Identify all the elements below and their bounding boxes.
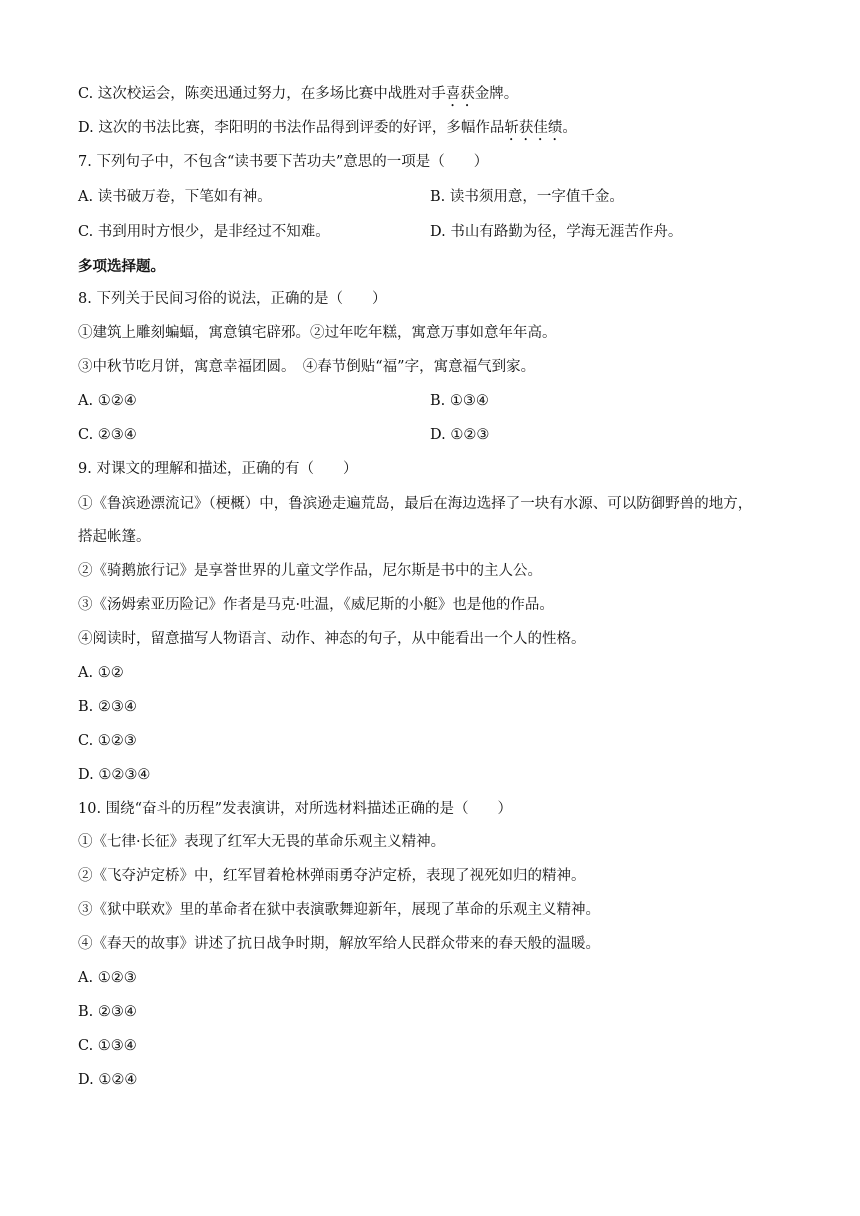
q8-statement-line-1: ①建筑上雕刻蝙蝠，寓意镇宅辟邪。②过年吃年糕，寓意万事如意年年高。: [78, 325, 557, 341]
q6-option-d-end: 。: [562, 120, 577, 136]
q10-option-b: B. ②③④: [78, 1004, 137, 1020]
q9-option-b: B. ②③④: [78, 699, 137, 715]
q6-option-c: [78, 84, 518, 110]
q10-statement-3: ③《狱中联欢》里的革命者在狱中表演歌舞迎新年，展现了革命的乐观主义精神。: [78, 902, 600, 918]
q6-option-d-text: D. 这次的书法比赛，李阳明的书法作品得到评委的好评，多幅作品: [78, 120, 505, 136]
q6-option-d: [78, 118, 577, 144]
q10-statement-1: ①《七律·长征》表现了红军大无畏的革命乐观主义精神。: [78, 834, 446, 850]
q9-option-c: C. ①②③: [78, 733, 137, 749]
q7-option-a: A. 读书破万卷，下笔如有神。: [78, 189, 272, 205]
q10-stem: 10. 围绕“奋斗的历程”发表演讲，对所选材料描述正确的是（ ）: [78, 801, 512, 817]
q9-statement-1-cont: 搭起帐篷。: [78, 529, 151, 545]
q9-stem: 9. 对课文的理解和描述，正确的有（ ）: [78, 461, 358, 477]
q6-option-c-text: C. 这次校运会，陈奕迅通过努力，在多场比赛中战胜对手: [78, 86, 446, 102]
q10-option-d: D. ①②④: [78, 1072, 138, 1088]
q10-statement-2: ②《飞夺泸定桥》中，红军冒着枪林弹雨勇夺泸定桥，表现了视死如归的精神。: [78, 868, 586, 884]
q7-option-d: D. 书山有路勤为径，学海无涯苦作舟。: [430, 224, 683, 240]
q9-statement-2: ②《骑鹅旅行记》是享誉世界的儿童文学作品，尼尔斯是书中的主人公。: [78, 563, 542, 579]
q9-statement-4: ④阅读时，留意描写人物语言、动作、神态的句子，从中能看出一个人的性格。: [78, 631, 586, 647]
q6-option-c-end: 金牌。: [474, 86, 519, 102]
q9-option-d: D. ①②③④: [78, 767, 151, 783]
q8-option-b: B. ①③④: [430, 393, 489, 409]
q10-option-a: A. ①②③: [78, 970, 137, 986]
q8-option-c: C. ②③④: [78, 427, 137, 443]
q6-option-d-emphasis: 斩获佳绩: [504, 120, 563, 136]
q8-stem: 8. 下列关于民间习俗的说法，正确的是（ ）: [78, 291, 387, 307]
q8-option-a: A. ①②④: [78, 393, 137, 409]
q8-statement-line-2: ③中秋节吃月饼，寓意幸福团圆。 ④春节倒贴“福”字，寓意福气到家。: [78, 359, 536, 375]
q10-option-c: C. ①③④: [78, 1038, 137, 1054]
q10-statement-4: ④《春天的故事》讲述了抗日战争时期，解放军给人民群众带来的春天般的温暖。: [78, 936, 600, 952]
q7-option-b: B. 读书须用意，一字值千金。: [430, 189, 624, 205]
q9-option-a: A. ①②: [78, 665, 124, 681]
q7-stem: 7. 下列句子中，不包含“读书要下苦功夫”意思的一项是（ ）: [78, 154, 489, 170]
section-title: 多项选择题。: [78, 259, 165, 275]
q6-option-c-emphasis: 喜获: [445, 86, 475, 102]
q7-option-c: C. 书到用时方恨少，是非经过不知难。: [78, 224, 330, 240]
q9-statement-1: ①《鲁滨逊漂流记》（梗概）中，鲁滨逊走遍荒岛，最后在海边选择了一块有水源、可以防御野兽的地方，: [78, 496, 753, 512]
q8-option-d: D. ①②③: [430, 427, 490, 443]
q9-statement-3: ③《汤姆索亚历险记》作者是马克·吐温，《威尼斯的小艇》也是他的作品。: [78, 597, 554, 613]
